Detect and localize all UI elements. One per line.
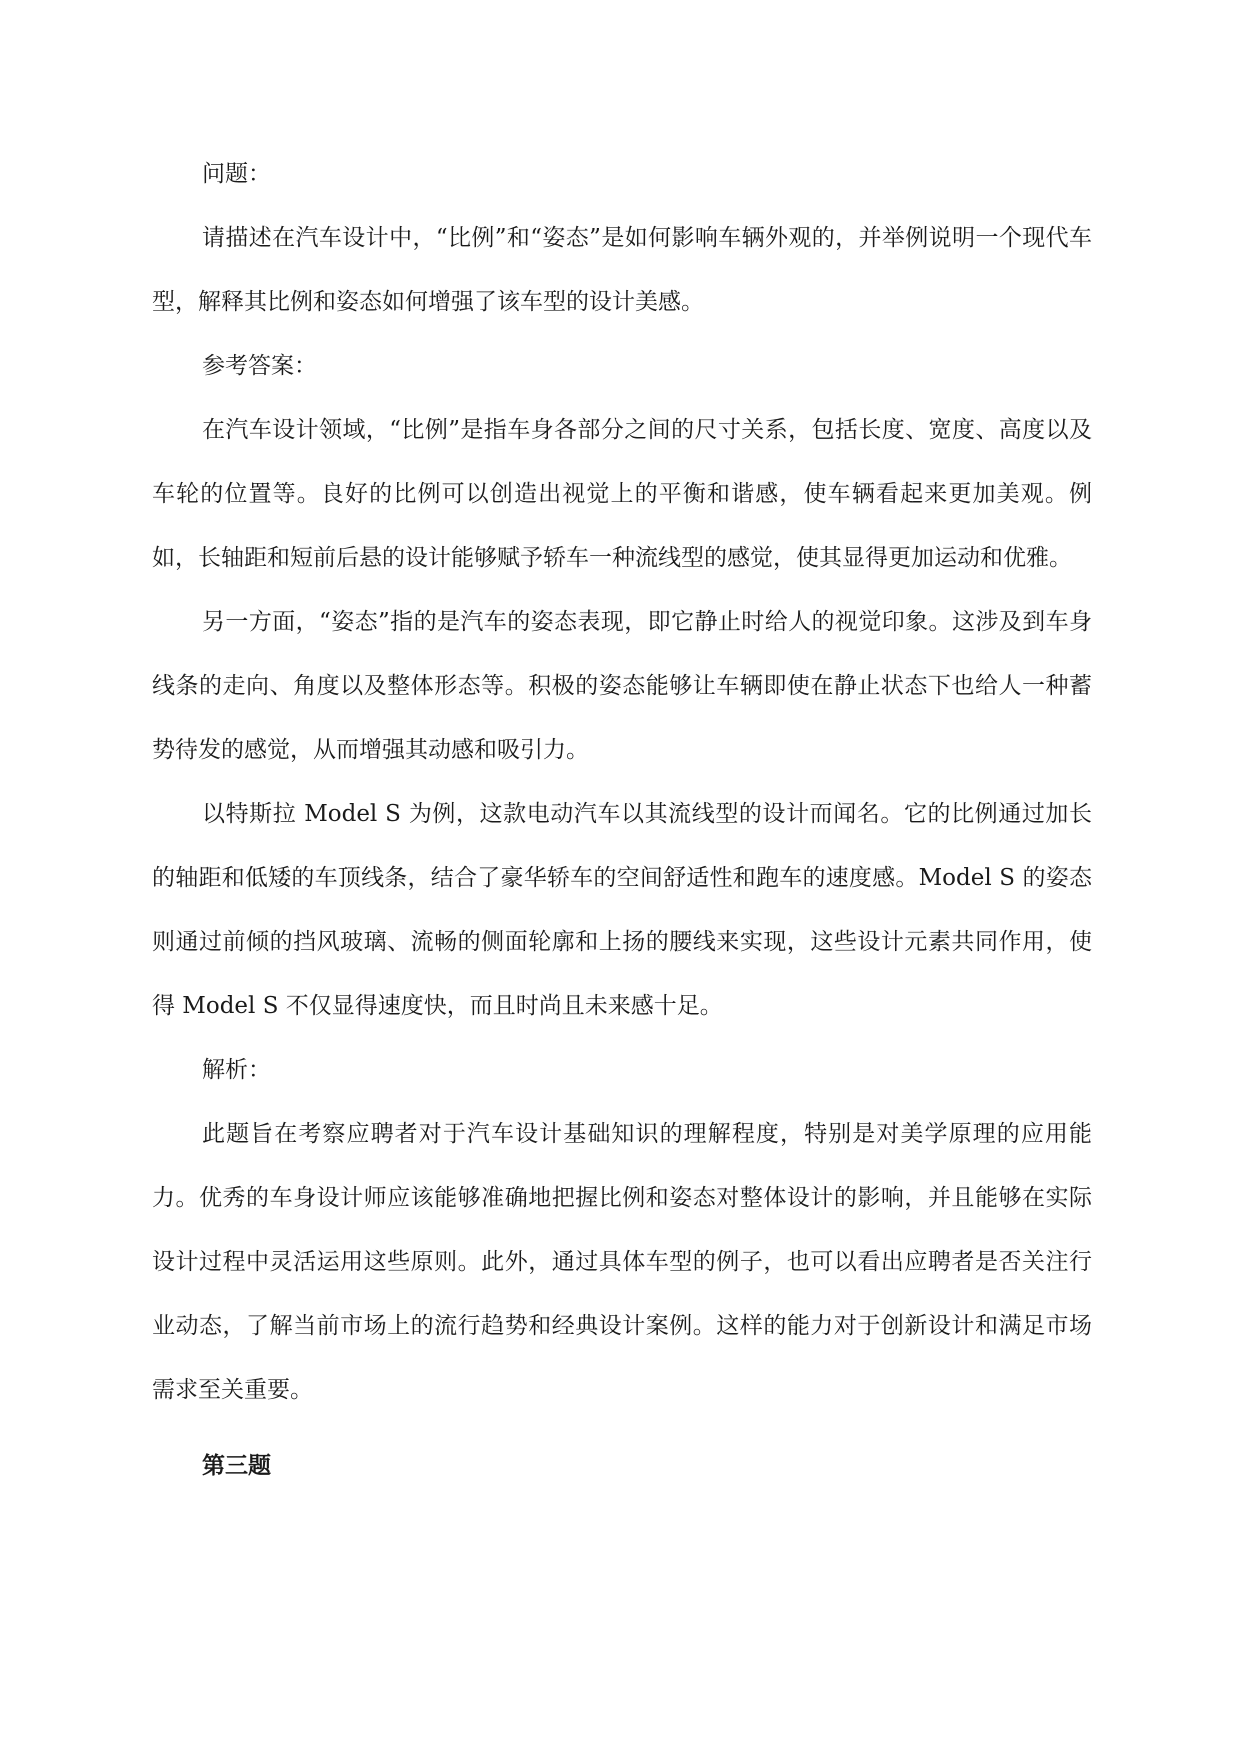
analysis-label: 解析： [202, 1057, 271, 1083]
answer-paragraph-example: 以特斯拉 Model S 为例，这款电动汽车以其流线型的设计而闻名。它的比例通过加长的轴距和低矮的车顶线条，结合了豪华轿车的空间舒适性和跑车的速度感。Model S 的姿态则通过前倾的挡风玻璃、流畅的侧面轮廓和上扬的腰线来实现，这些设计元素共同作用，使得 Model S 不仅显得速度快，而且时尚且未来感十足。 [152, 801, 1092, 1019]
answer-label: 参考答案： [202, 353, 317, 379]
answer-paragraph-proportion: 在汽车设计领域，“比例”是指车身各部分之间的尺寸关系，包括长度、宽度、高度以及车轮的位置等。良好的比例可以创造出视觉上的平衡和谐感，使车辆看起来更加美观。例如，长轴距和短前后悬的设计能够赋予轿车一种流线型的感觉，使其显得更加运动和优雅。 [152, 417, 1092, 571]
answer-paragraph-stance: 另一方面，“姿态”指的是汽车的姿态表现，即它静止时给人的视觉印象。这涉及到车身线条的走向、角度以及整体形态等。积极的姿态能够让车辆即使在静止状态下也给人一种蓄势待发的感觉，从而增强其动感和吸引力。 [152, 609, 1092, 763]
question-label: 问题： [202, 161, 271, 187]
document-body [152, 142, 1092, 1498]
section-heading: 第三题 [202, 1453, 271, 1479]
question-text: 请描述在汽车设计中，“比例”和“姿态”是如何影响车辆外观的，并举例说明一个现代车型，解释其比例和姿态如何增强了该车型的设计美感。 [152, 225, 1092, 315]
analysis-text: 此题旨在考察应聘者对于汽车设计基础知识的理解程度，特别是对美学原理的应用能力。优秀的车身设计师应该能够准确地把握比例和姿态对整体设计的影响，并且能够在实际设计过程中灵活运用这些原则。此外，通过具体车型的例子，也可以看出应聘者是否关注行业动态，了解当前市场上的流行趋势和经典设计案例。这样的能力对于创新设计和满足市场需求至关重要。 [152, 1121, 1092, 1403]
